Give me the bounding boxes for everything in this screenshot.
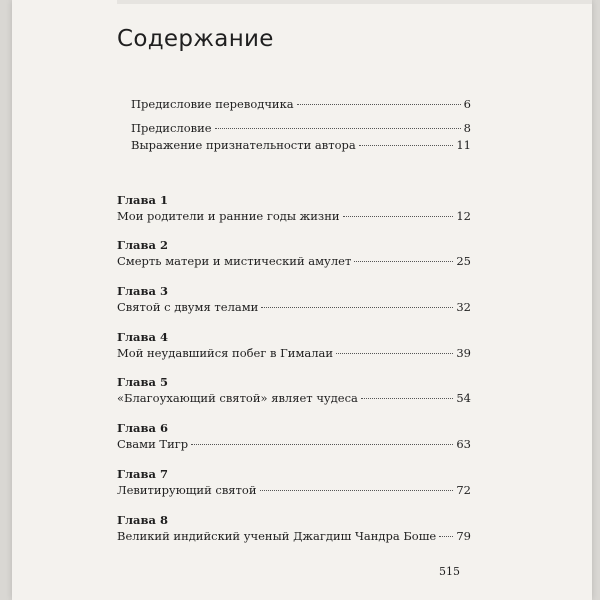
leader-dots [439,536,453,537]
toc-entry-page: 12 [456,209,471,223]
toc-entry-preface [131,121,471,135]
chapter-heading: Глава 6 [117,421,168,435]
toc-entry-chapter-5 [117,391,471,405]
page-top-rule [117,0,592,4]
page-title: Содержание [117,26,274,52]
toc-entry-page: 6 [463,97,471,111]
chapter-heading: Глава 5 [117,375,168,389]
toc-entry-label: «Благоухающий святой» являет чудеса [117,391,358,405]
chapter-heading: Глава 8 [117,513,168,527]
leader-dots [261,307,453,308]
toc-entry-page: 39 [456,346,471,360]
toc-entry-chapter-8 [117,529,471,543]
toc-entry-page: 25 [456,254,471,268]
toc-entry-label: Предисловие переводчика [131,97,294,111]
leader-dots [354,261,453,262]
leader-dots [359,145,454,146]
book-page [12,0,592,600]
toc-entry-label: Святой с двумя телами [117,300,259,314]
chapter-heading: Глава 3 [117,284,168,298]
leader-dots [361,398,453,399]
toc-entry-chapter-2 [117,254,471,268]
toc-entry-acknowledgements [131,138,471,152]
toc-entry-page: 72 [456,483,471,497]
toc-entry-page: 32 [456,300,471,314]
toc-entry-label: Смерть матери и мистический амулет [117,254,352,268]
chapter-heading: Глава 2 [117,238,168,252]
toc-entry-chapter-7 [117,483,471,497]
toc-entry-chapter-4 [117,346,471,360]
toc-entry-label: Мои родители и ранние годы жизни [117,209,340,223]
toc-entry-label: Мой неудавшийся побег в Гималаи [117,346,334,360]
toc-entry-label: Предисловие [131,121,212,135]
leader-dots [260,490,454,491]
toc-entry-label: Свами Тигр [117,437,189,451]
toc-entry-page: 11 [456,138,471,152]
toc-entry-label: Левитирующий святой [117,483,257,497]
toc-entry-label: Великий индийский ученый Джагдиш Чандра Боше [117,529,437,543]
leader-dots [343,216,454,217]
toc-entry-chapter-1 [117,209,471,223]
chapter-heading: Глава 1 [117,193,168,207]
toc-entry-chapter-6 [117,437,471,451]
toc-entry-chapter-3 [117,300,471,314]
toc-entry-page: 8 [463,121,471,135]
toc-entry-page: 54 [456,391,471,405]
toc-entry-translator-preface [131,97,471,111]
toc-entry-page: 63 [456,437,471,451]
toc-entry-page: 79 [456,529,471,543]
chapter-heading: Глава 7 [117,467,168,481]
toc-entry-label: Выражение признательности автора [131,138,356,152]
leader-dots [297,104,461,105]
page-number: 515 [439,565,460,578]
leader-dots [191,444,453,445]
leader-dots [215,128,461,129]
leader-dots [336,353,453,354]
chapter-heading: Глава 4 [117,330,168,344]
